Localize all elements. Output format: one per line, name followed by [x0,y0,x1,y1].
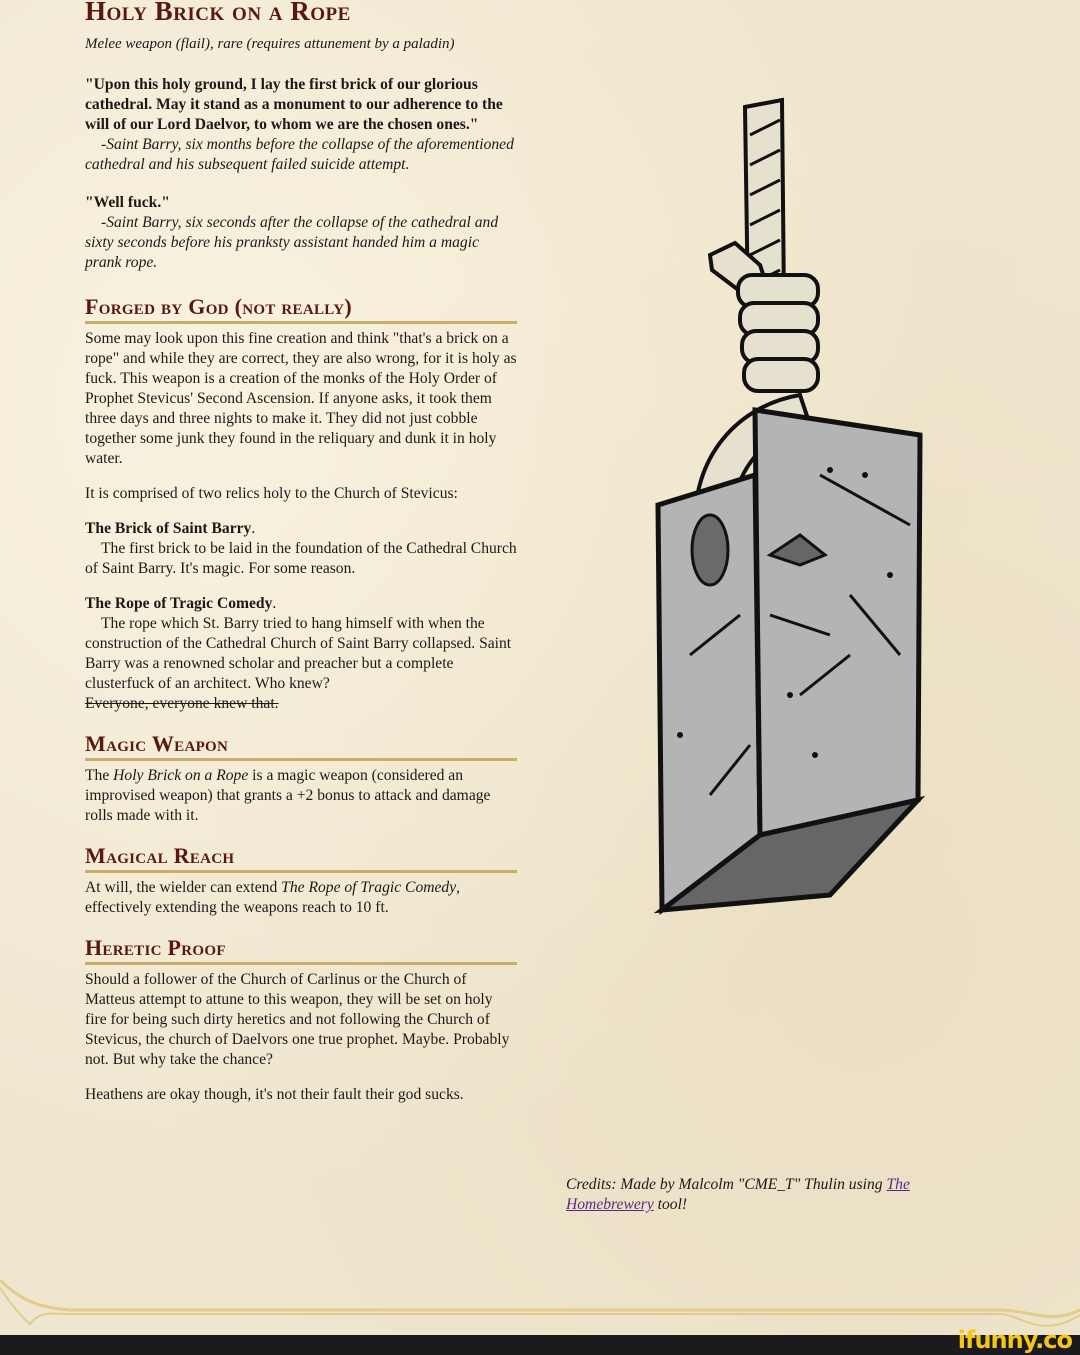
footer-ornament [0,1270,1080,1335]
quote-2-attribution: -Saint Barry, six seconds after the collapse of the cathedral and sixty seconds before his pranksty assistant handed him a magic prank rope. [85,214,499,271]
relic-rope-desc: The rope which St. Barry tried to hang himself with when the construction of the Cathedral Church of Saint Barry collapsed. Saint Barry was a renowned scholar and preacher but a complete clusterfuck of an architect. Who knew? [85,615,512,692]
heathens-paragraph: Heathens are okay though, it's not their fault their god sucks. [85,1086,464,1103]
ifunny-watermark: ifunny.co [957,1326,1072,1354]
relics-intro: It is comprised of two relics holy to the Church of Stevicus: [85,485,458,502]
text-column: Holy Brick on a Rope Melee weapon (flail), rare (requires attunement by a paladin) "Upon this holy ground, I lay the first brick of our glorious cathedral. May it stand as a monument to our adherence to the will of our Lord Daelvor, to whom we are the chosen ones." -Saint Barry, six months before the collapse of the aforementioned cathedral and his subsequent failed suicide attempt. "Well fuck." -Saint Barry, six seconds after the collapse of the cathedral and sixty seconds before his pranksty assistant handed him a magic prank rope. Forged by God (not really) Some may look upon this fine creation and think "that's a brick on a rope" and while they are correct, they are also wrong, for it is holy as fuck. This weapon is a creation of the monks of the Holy Order of Prophet Stevicus' Second Ascension. If anyone asks, it took them three days and three nights to make it. They did not just cobble together some junk they found in the reliquary and dunk it in holy water. It is comprised of two relics holy to the Church of Stevicus: The Brick of Saint Barry. The first brick to be laid in the foundation of the Cathedral Church of Saint Barry. It's magic. For some reason. The Rope of Tragic Comedy. The rope which St. Barry tried to hang himself with when the construction of the Cathedral Church of Saint Barry collapsed. Saint Barry was a renowned scholar and preacher but a complete clusterfuck of an architect. Who knew? Everyone, everyone knew that. Magic Weapon The Holy Brick on a Rope is a magic weapon (considered an improvised weapon) that grants a +2 bonus to attack and damage rolls made with it. Magical Reach At will, the wielder can extend The Rope of Tragic Comedy, effectively extending the weapons reach to 10 ft. Heretic Proof Should a follower of the Church of Carlinus or the Church of Matteus attempt to attune to this weapon, they will be set on holy fire for being such dirty heretics and not following the Church of Stevicus, the church of Daelvors one true prophet. Maybe. Probably not. But why take the chance? Heathens are okay though, it's not their fault their god sucks. [85,0,517,1103]
magic-weapon-paragraph: The Holy Brick on a Rope is a magic weapon (considered an improvised weapon) that grants a +2 bonus to attack and damage rolls made with it. [85,767,491,824]
quote-1-attribution: -Saint Barry, six months before the collapse of the aforementioned cathedral and his subsequent failed suicide attempt. [85,136,514,173]
quote-1: "Upon this holy ground, I lay the first brick of our glorious cathedral. May it stand as a monument to our adherence to the will of our Lord Daelvor, to whom we are the chosen ones." [85,76,503,133]
relic-brick-title: The Brick of Saint Barry [85,520,252,537]
relic-rope-title: The Rope of Tragic Comedy [85,595,273,612]
heading-heretic-proof: Heretic Proof [85,936,517,965]
forged-paragraph: Some may look upon this fine creation and think "that's a brick on a rope" and while they are correct, they are also wrong, for it is holy as fuck. This weapon is a creation of the monks of the Holy Order of Prophet Stevicus' Second Ascension. If anyone asks, it took them three days and three nights to make it. They did not just cobble together some junk they found in the reliquary and dunk it in holy water. [85,330,517,467]
page-title: Holy Brick on a Rope [85,0,351,26]
homebrewery-link[interactable]: The Homebrewery [566,1176,910,1213]
magical-reach-paragraph: At will, the wielder can extend The Rope of Tragic Comedy, effectively extending the weapons reach to 10 ft. [85,879,461,916]
heading-forged-by-god: Forged by God (not really) [85,295,517,324]
credits-text: Credits: Made by Malcolm "CME_T" Thulin using The Homebrewery tool! [566,1176,910,1213]
heading-magic-weapon: Magic Weapon [85,732,517,761]
brick-on-rope-illustration [650,95,930,920]
heretic-proof-paragraph: Should a follower of the Church of Carlinus or the Church of Matteus attempt to attune to this weapon, they will be set on holy fire for being such dirty heretics and not following the Church of Stevicus, the church of Daelvors one true prophet. Maybe. Probably not. But why take the chance? [85,971,510,1068]
heading-magical-reach: Magical Reach [85,844,517,873]
relic-brick-desc: The first brick to be laid in the foundation of the Cathedral Church of Saint Barry. It's magic. For some reason. [85,540,517,577]
relic-rope-strikethrough: Everyone, everyone knew that. [85,695,279,712]
quote-2: "Well fuck." [85,194,170,211]
item-subtitle: Melee weapon (flail), rare (requires attunement by a paladin) [85,36,455,52]
watermark-bar [0,1335,1080,1355]
